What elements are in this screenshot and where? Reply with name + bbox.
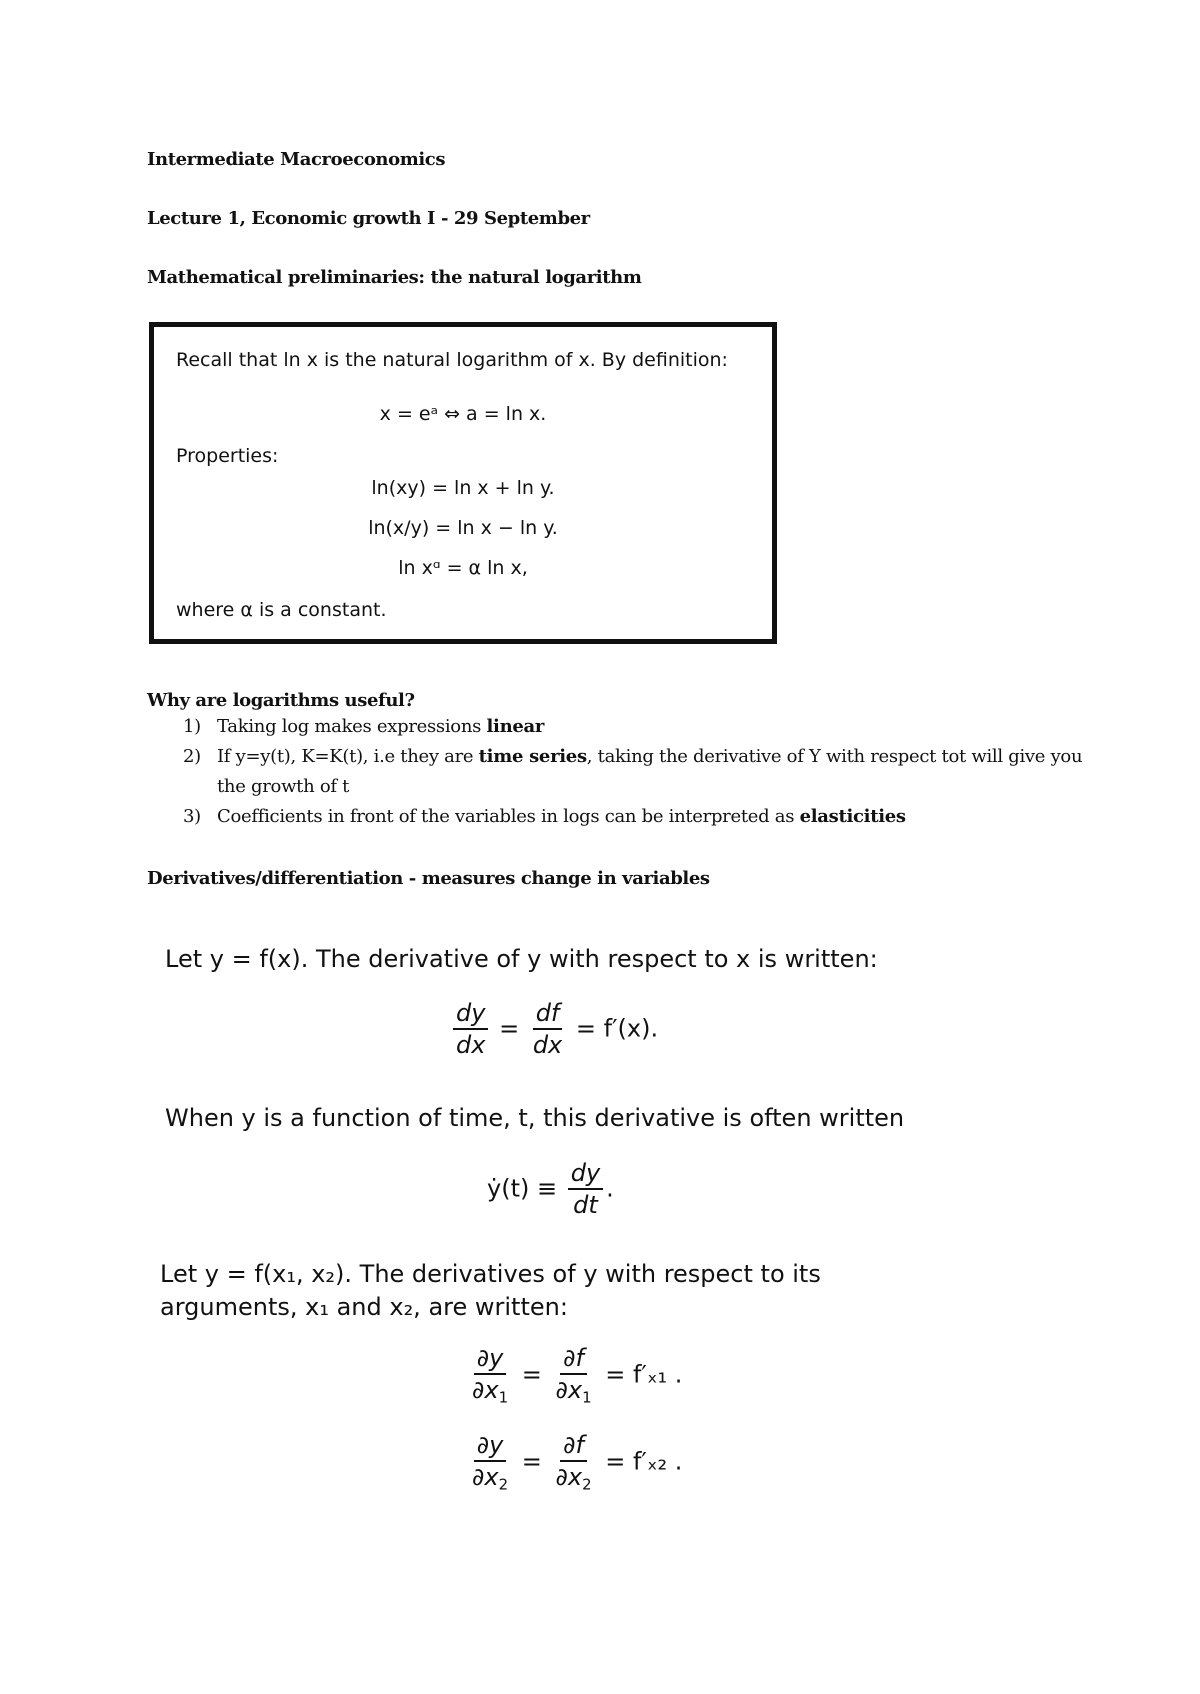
- list-item: 3) Coefficients in front of the variables in logs can be interpreted as elasticities: [183, 806, 906, 827]
- partial-equation-x2: $\frac{\partial y}{\partial x_2}$ = $\frac{\partial f}{\partial x_2}$ = f′ₓ₂ .: [472, 1431, 683, 1494]
- why-logs-list: [147, 712, 1087, 832]
- derivative-equation: $\frac{dy}{dx}$ = $\frac{df}{dx}$ = f′(x).: [450, 1000, 658, 1059]
- time-derivative-intro: When y is a function of time, t, this derivative is often written: [165, 1104, 905, 1132]
- list-item: 1) Taking log makes expressions linear: [183, 716, 545, 737]
- derivative-intro: Let y = f(x). The derivative of y with respect to x is written:: [165, 945, 878, 973]
- natural-log-box: [149, 322, 777, 644]
- log-property-product: ln(xy) = ln x + ln y.: [371, 477, 555, 499]
- section-title: Mathematical preliminaries: the natural logarithm: [147, 267, 642, 288]
- log-definition: x = eᵃ ⇔ a = ln x.: [379, 403, 547, 425]
- properties-label: Properties:: [176, 445, 279, 467]
- partial-intro-line1: Let y = f(x₁, x₂). The derivatives of y with respect to its: [160, 1260, 821, 1288]
- list-item: 2) If y=y(t), K=K(t), i.e they are time series, taking the derivative of Y with respect tot will give you the growth of t: [183, 746, 1083, 797]
- lecture-title: Lecture 1, Economic growth I - 29 September: [147, 208, 590, 229]
- derivatives-title: Derivatives/differentiation - measures change in variables: [147, 868, 710, 889]
- time-derivative-equation: ẏ(t) ≡ $\frac{dy}{dt}$ .: [487, 1159, 614, 1220]
- log-footer: where α is a constant.: [176, 599, 387, 621]
- log-intro: Recall that ln x is the natural logarithm of x. By definition:: [176, 349, 728, 371]
- why-logs-title: Why are logarithms useful?: [147, 690, 415, 711]
- log-property-power: ln xᵅ = α ln x,: [398, 557, 528, 579]
- log-property-quotient: ln(x/y) = ln x − ln y.: [368, 517, 558, 539]
- partial-intro-line2: arguments, x₁ and x₂, are written:: [160, 1293, 568, 1321]
- course-title: Intermediate Macroeconomics: [147, 149, 446, 170]
- partial-equation-x1: $\frac{\partial y}{\partial x_1}$ = $\frac{\partial f}{\partial x_1}$ = f′ₓ₁ .: [472, 1344, 683, 1407]
